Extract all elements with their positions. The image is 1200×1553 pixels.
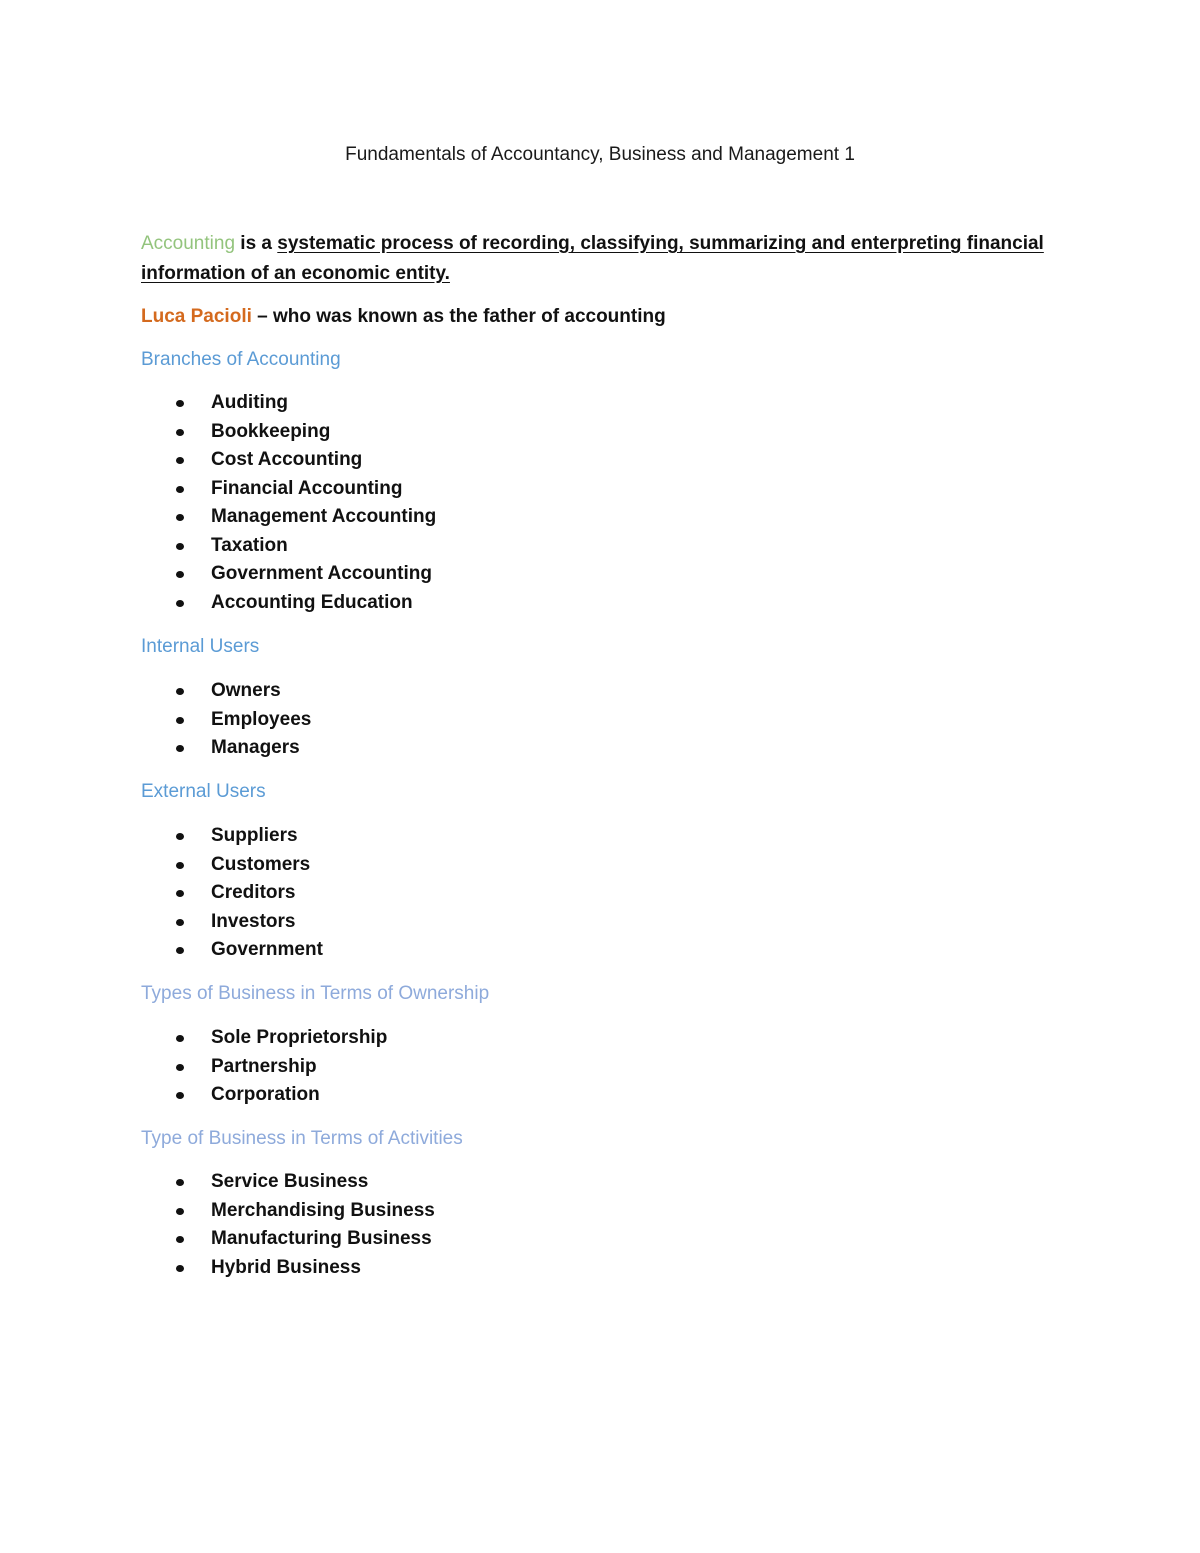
list-item: Management Accounting: [172, 503, 436, 532]
father-of-accounting-line: [141, 303, 666, 331]
bullet-icon: [176, 1265, 184, 1272]
list-item: Accounting Education: [172, 589, 436, 618]
list-item: Manufacturing Business: [172, 1225, 435, 1254]
bullet-icon: [176, 745, 184, 752]
section-heading-ownership: Types of Business in Terms of Ownership: [141, 983, 490, 1004]
bullet-icon: [176, 833, 184, 840]
bullet-icon: [176, 1208, 184, 1215]
bullet-icon: [176, 1179, 184, 1186]
list-item: Hybrid Business: [172, 1254, 435, 1283]
section-heading-branches: Branches of Accounting: [141, 349, 341, 370]
bullet-icon: [176, 429, 184, 436]
accounting-definition: [141, 229, 1051, 289]
bullet-icon: [176, 1035, 184, 1042]
bullet-icon: [176, 688, 184, 695]
list-item: Corporation: [172, 1081, 387, 1110]
bullet-icon: [176, 543, 184, 550]
bullet-icon: [176, 947, 184, 954]
bullet-icon: [176, 717, 184, 724]
external-users-list: [172, 822, 323, 965]
ownership-list: [172, 1024, 387, 1110]
list-item: Taxation: [172, 532, 436, 561]
bullet-icon: [176, 486, 184, 493]
bullet-icon: [176, 919, 184, 926]
bullet-icon: [176, 514, 184, 521]
list-item: Government Accounting: [172, 560, 436, 589]
definition-connector: is a: [240, 233, 272, 254]
bullet-icon: [176, 890, 184, 897]
list-item: Sole Proprietorship: [172, 1024, 387, 1053]
section-heading-external-users: External Users: [141, 781, 266, 802]
list-item: Auditing: [172, 389, 436, 418]
section-heading-internal-users: Internal Users: [141, 636, 260, 657]
branches-list: [172, 389, 436, 617]
activities-list: [172, 1168, 435, 1282]
list-item: Service Business: [172, 1168, 435, 1197]
definition-text: systematic process of recording, classifying, summarizing and enterpreting financial information of an economic entity.: [141, 233, 1044, 284]
bullet-icon: [176, 1236, 184, 1243]
internal-users-list: [172, 677, 311, 763]
list-item: Investors: [172, 908, 323, 937]
list-item: Cost Accounting: [172, 446, 436, 475]
bullet-icon: [176, 571, 184, 578]
document-title: Fundamentals of Accountancy, Business and Management 1: [345, 144, 855, 165]
person-description: – who was known as the father of accounting: [257, 306, 666, 327]
bullet-icon: [176, 1092, 184, 1099]
bullet-icon: [176, 400, 184, 407]
list-item: Employees: [172, 706, 311, 735]
list-item: Government: [172, 936, 323, 965]
person-name: Luca Pacioli: [141, 306, 252, 327]
definition-term: Accounting: [141, 233, 236, 254]
list-item: Bookkeeping: [172, 418, 436, 447]
list-item: Financial Accounting: [172, 475, 436, 504]
bullet-icon: [176, 1064, 184, 1071]
list-item: Merchandising Business: [172, 1197, 435, 1226]
bullet-icon: [176, 457, 184, 464]
list-item: Owners: [172, 677, 311, 706]
list-item: Suppliers: [172, 822, 323, 851]
bullet-icon: [176, 600, 184, 607]
bullet-icon: [176, 862, 184, 869]
list-item: Creditors: [172, 879, 323, 908]
list-item: Managers: [172, 734, 311, 763]
section-heading-activities: Type of Business in Terms of Activities: [141, 1128, 463, 1149]
list-item: Partnership: [172, 1053, 387, 1082]
list-item: Customers: [172, 851, 323, 880]
